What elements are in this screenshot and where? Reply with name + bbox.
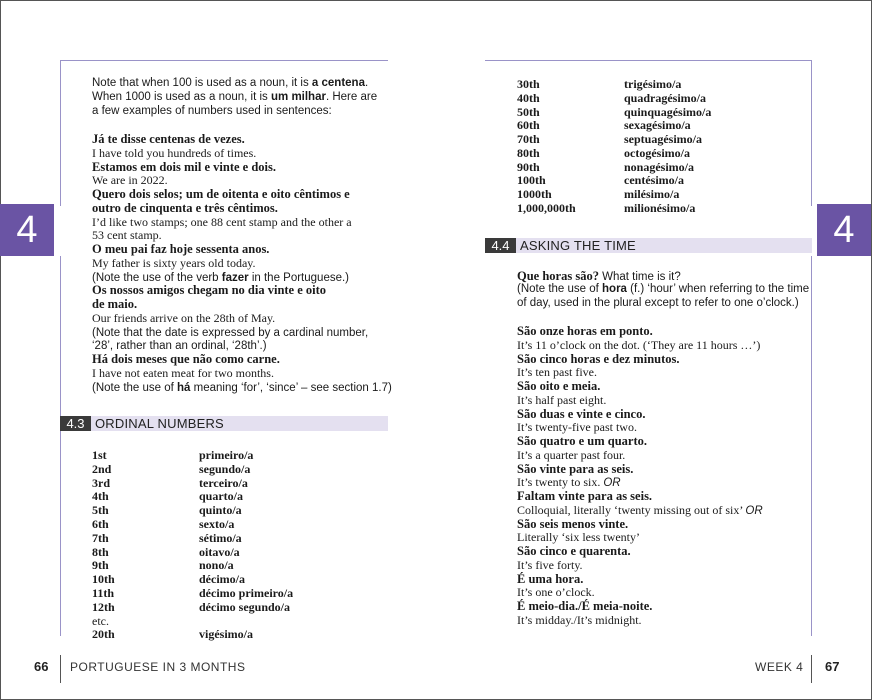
left-top-rule xyxy=(60,60,388,61)
ordinal-number: 7th xyxy=(92,530,109,545)
example-line: Literally ‘six less twenty’ xyxy=(517,530,640,545)
ordinal-number: 1,000,000th xyxy=(517,200,576,215)
ordinal-word: quadragésimo/a xyxy=(624,90,707,105)
ordinal-word: sexagésimo/a xyxy=(624,118,691,133)
example-line: It’s a quarter past four. xyxy=(517,447,626,462)
example-line: It’s ten past five. xyxy=(517,365,597,380)
example-line: It’s twenty to six. OR xyxy=(517,475,621,490)
ordinal-word: centésimo/a xyxy=(624,173,684,188)
ordinal-word: primeiro/a xyxy=(199,448,254,462)
section-number: 4.3 xyxy=(60,416,91,431)
ordinal-word: quarto/a xyxy=(199,489,244,504)
example-line: Our friends arrive on the 28th of May. xyxy=(92,310,276,325)
ordinal-number: 40th xyxy=(517,90,540,105)
example-line: I have told you hundreds of times. xyxy=(92,145,257,160)
ordinal-number: 60th xyxy=(517,118,540,133)
note-line-2: of day, used in the plural except to refer to one o’clock.) xyxy=(517,297,799,309)
example-line: I have not eaten meat for two months. xyxy=(92,365,274,380)
right-top-rule xyxy=(485,60,812,61)
ordinal-number: 1000th xyxy=(517,187,552,201)
ordinal-number: 80th xyxy=(517,145,540,160)
ordinal-word: sexto/a xyxy=(199,517,235,531)
ordinal-number: 70th xyxy=(517,132,540,146)
ordinal-word: milionésimo/a xyxy=(624,200,696,215)
ordinal-number: 11th xyxy=(92,586,115,600)
example-line: São onze horas em ponto. xyxy=(517,324,653,338)
example-line: Já te disse centenas de vezes. xyxy=(92,132,245,146)
footer-divider-right xyxy=(811,655,812,683)
example-line: São duas e vinte e cinco. xyxy=(517,406,646,421)
ordinal-number: 10th xyxy=(92,572,115,587)
example-line: Os nossos amigos chegam no dia vinte e oito xyxy=(92,283,327,298)
page-number-left: 66 xyxy=(34,659,49,674)
example-line: (Note that the date is expressed by a cardinal number, xyxy=(92,326,369,339)
example-line: São vinte para as seis. xyxy=(517,461,634,476)
example-line: Colloquial, literally ‘twenty missing out of six’ OR xyxy=(517,502,763,517)
footer-book-title: PORTUGUESE IN 3 MONTHS xyxy=(70,660,246,674)
ordinal-word: décimo primeiro/a xyxy=(199,586,294,600)
example-line: Faltam vinte para as seis. xyxy=(517,489,653,503)
right-margin-rule-lower xyxy=(811,256,812,636)
example-line: It’s one o’clock. xyxy=(517,585,595,600)
ordinal-word: quinquagésimo/a xyxy=(624,104,712,119)
example-line: It’s midday./It’s midnight. xyxy=(517,612,642,627)
ordinal-word: octogésimo/a xyxy=(624,145,690,160)
section-title: ORDINAL NUMBERS xyxy=(95,416,224,431)
ordinal-number: 4th xyxy=(92,489,109,504)
example-line: We are in 2022. xyxy=(92,173,168,188)
intro-paragraph: Note that when 100 is used as a noun, it is a centena. When 1000 is used as a noun, it is um milhar. Here are a few examples of numbers used in sentences: xyxy=(92,77,378,117)
ordinal-number: 5th xyxy=(92,503,109,518)
note-line-1: (Note the use of hora (f.) ‘hour’ when referring to the time xyxy=(517,283,810,295)
ordinal-number: 12th xyxy=(92,599,115,614)
ordinal-number: etc. xyxy=(92,613,109,628)
ordinal-number: 100th xyxy=(517,173,546,188)
ordinal-number: 30th xyxy=(517,77,540,91)
page-number-right: 67 xyxy=(825,659,840,674)
example-line: São seis menos vinte. xyxy=(517,516,629,531)
ordinal-word: sétimo/a xyxy=(199,530,242,545)
left-margin-rule xyxy=(60,60,61,206)
example-line: I’d like two stamps; one 88 cent stamp and the other a xyxy=(92,214,352,229)
section-title: ASKING THE TIME xyxy=(520,238,636,253)
example-line: It’s five forty. xyxy=(517,557,583,572)
ordinal-word: décimo segundo/a xyxy=(199,599,291,614)
example-line: É meio-dia./É meia-noite. xyxy=(517,599,653,613)
right-margin-rule xyxy=(811,60,812,206)
ordinal-word: terceiro/a xyxy=(199,475,248,490)
section-header-time xyxy=(485,238,812,253)
question-line: Que horas são? What time is it? xyxy=(517,269,681,283)
ordinal-number: 20th xyxy=(92,627,115,642)
ordinal-number: 8th xyxy=(92,544,109,559)
left-margin-rule-lower xyxy=(60,256,61,636)
ordinal-word: vigésimo/a xyxy=(199,627,253,642)
ordinal-number: 50th xyxy=(517,104,540,119)
ordinal-word: quinto/a xyxy=(199,503,242,518)
ordinal-number: 9th xyxy=(92,558,109,573)
example-line: Estamos em dois mil e vinte e dois. xyxy=(92,159,277,174)
ordinal-number: 3rd xyxy=(92,475,110,490)
ordinal-number: 90th xyxy=(517,159,540,174)
example-line: de maio. xyxy=(92,297,138,311)
example-line: Quero dois selos; um de oitenta e oito cêntimos e xyxy=(92,187,350,201)
section-header-ordinal xyxy=(60,416,388,431)
example-line: It’s half past eight. xyxy=(517,392,607,407)
example-line: Há dois meses que não como carne. xyxy=(92,352,280,366)
example-line: ‘28’, rather than an ordinal, ‘28th’.) xyxy=(92,340,267,353)
ordinal-word: milésimo/a xyxy=(624,187,680,201)
footer-week: WEEK 4 xyxy=(755,660,804,674)
chapter-tab-right: 4 xyxy=(817,204,871,256)
example-line: (Note the use of há meaning ‘for’, ‘since’ – see section 1.7) xyxy=(92,381,392,394)
example-line: outro de cinquenta e três cêntimos. xyxy=(92,200,278,215)
example-line: São quatro e um quarto. xyxy=(517,434,647,448)
ordinal-word: décimo/a xyxy=(199,572,245,587)
example-line: O meu pai faz hoje sessenta anos. xyxy=(92,242,270,256)
example-line: São cinco e quarenta. xyxy=(517,544,631,558)
footer-divider-left xyxy=(60,655,61,683)
example-line: My father is sixty years old today. xyxy=(92,255,256,270)
chapter-tab-left: 4 xyxy=(0,204,54,256)
example-line: São oito e meia. xyxy=(517,379,601,393)
ordinal-number: 1st xyxy=(92,448,107,462)
example-line: It’s 11 o’clock on the dot. (‘They are 11 hours …’) xyxy=(517,337,761,352)
example-line: São cinco horas e dez minutos. xyxy=(517,351,680,366)
ordinal-word: segundo/a xyxy=(199,461,251,476)
ordinal-word: trigésimo/a xyxy=(624,77,682,91)
ordinal-number: 6th xyxy=(92,517,109,531)
ordinal-word: oitavo/a xyxy=(199,544,240,559)
section-number: 4.4 xyxy=(485,238,516,253)
ordinal-word: nonagésimo/a xyxy=(624,159,695,174)
ordinal-number: 2nd xyxy=(92,461,112,476)
example-line: (Note the use of the verb fazer in the Portuguese.) xyxy=(92,271,350,284)
example-line: 53 cent stamp. xyxy=(92,228,162,243)
ordinal-word: septuagésimo/a xyxy=(624,132,702,146)
ordinal-word: nono/a xyxy=(199,558,234,573)
example-line: It’s twenty-five past two. xyxy=(517,420,637,435)
example-line: É uma hora. xyxy=(517,571,584,586)
